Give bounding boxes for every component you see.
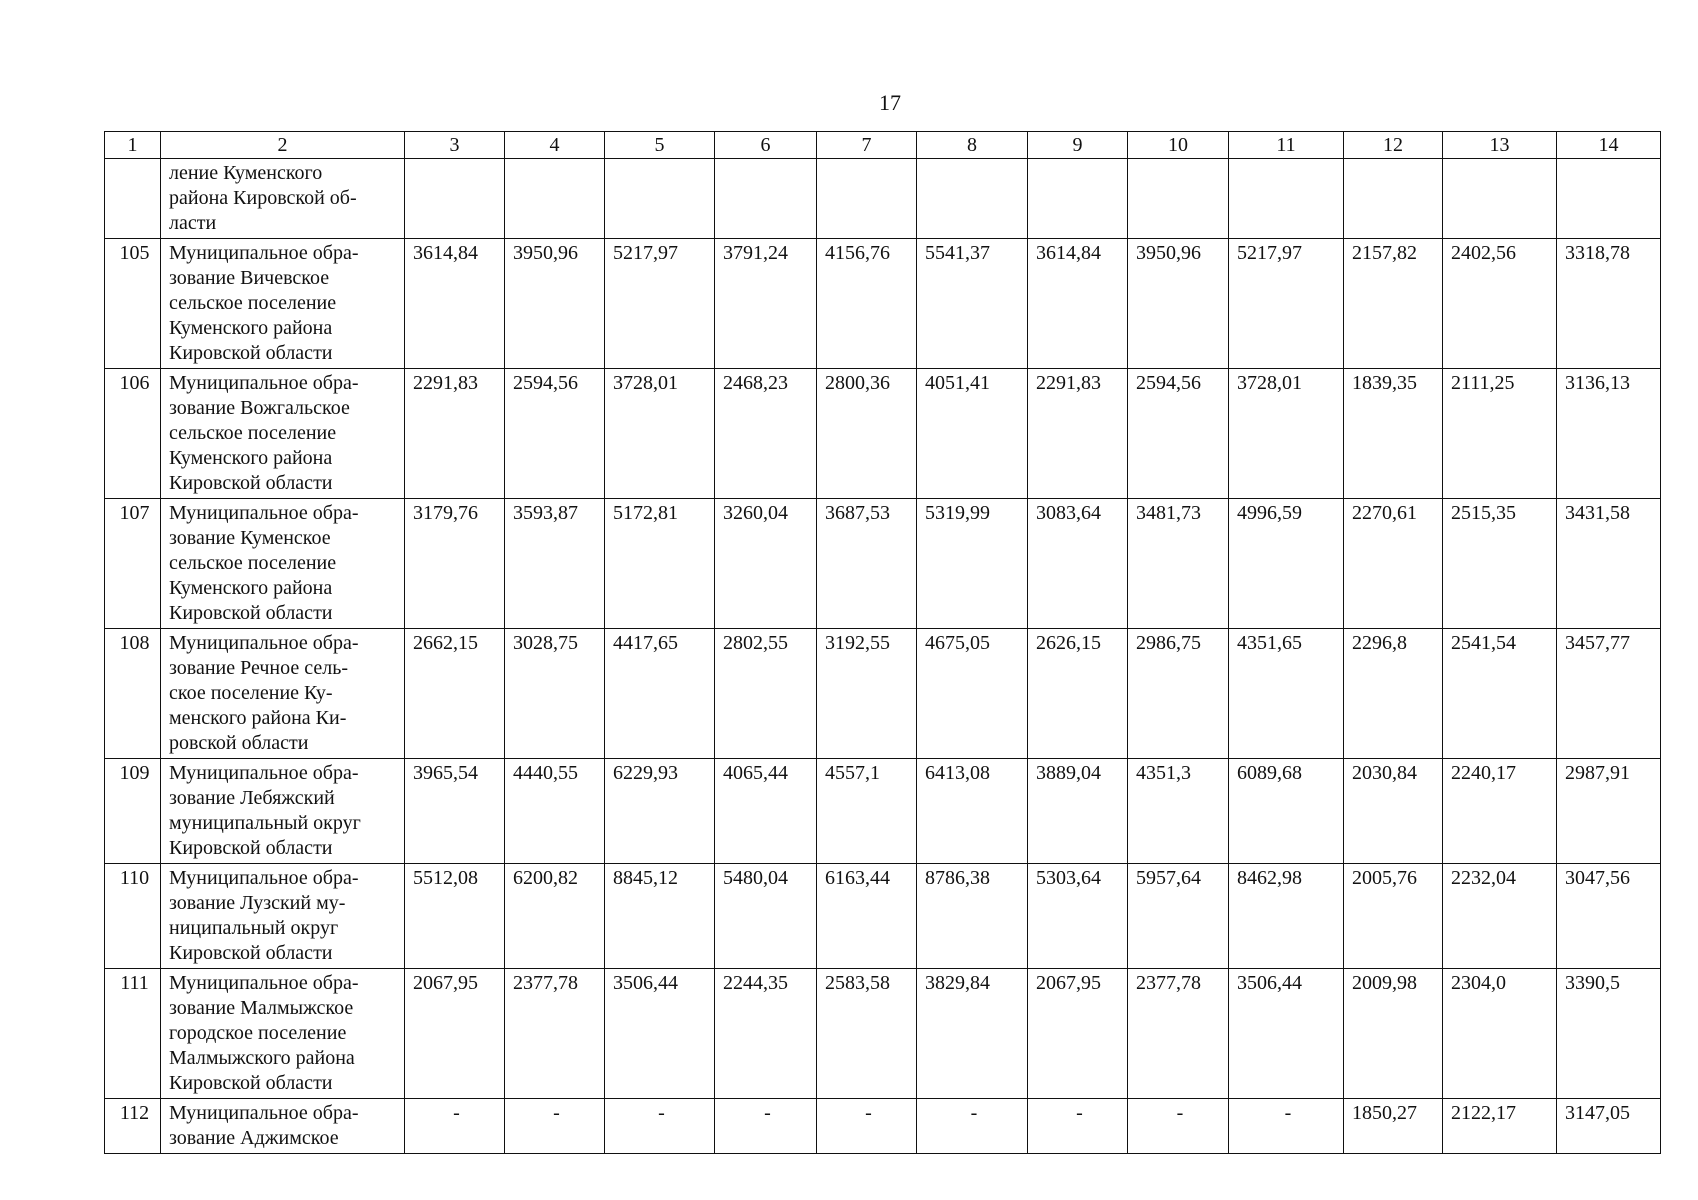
table-cell: 2304,0 — [1443, 969, 1557, 1099]
table-cell: 5319,99 — [917, 499, 1028, 629]
table-cell — [917, 159, 1028, 239]
table-row — [105, 499, 1661, 629]
table-cell: 3506,44 — [1229, 969, 1344, 1099]
name-line: зование Вичевское — [169, 267, 330, 289]
name-line: Куменского района — [169, 317, 333, 339]
table-cell: 3728,01 — [605, 369, 715, 499]
table-cell: 6229,93 — [605, 759, 715, 864]
table-cell: 3431,58 — [1557, 499, 1661, 629]
name-line: муниципальный округ — [169, 812, 361, 834]
page-number: 17 — [879, 90, 901, 115]
name-line: района Кировской об- — [169, 187, 357, 209]
table-cell — [1128, 159, 1229, 239]
table-cell: 4417,65 — [605, 629, 715, 759]
table-cell: 3390,5 — [1557, 969, 1661, 1099]
table-header — [105, 132, 1661, 159]
row-name — [161, 369, 405, 499]
name-line: Куменского района — [169, 447, 333, 469]
table-row — [105, 864, 1661, 969]
column-header: 4 — [505, 132, 605, 159]
table-row — [105, 629, 1661, 759]
name-line: Малмыжского района — [169, 1047, 355, 1069]
table-cell: 4440,55 — [505, 759, 605, 864]
table-cell: 6089,68 — [1229, 759, 1344, 864]
row-name — [161, 969, 405, 1099]
name-line: зование Куменское — [169, 527, 331, 549]
column-header: 1 — [105, 132, 161, 159]
table-cell: 2986,75 — [1128, 629, 1229, 759]
name-line: зование Вожгальское — [169, 397, 350, 419]
row-number: 111 — [105, 969, 161, 1099]
table-cell: 5480,04 — [715, 864, 817, 969]
name-line: Кировской области — [169, 942, 333, 964]
column-header: 5 — [605, 132, 715, 159]
table-cell: 8845,12 — [605, 864, 715, 969]
row-number — [105, 159, 161, 239]
table-cell: 3260,04 — [715, 499, 817, 629]
table-cell — [505, 159, 605, 239]
table-cell: 2157,82 — [1344, 239, 1443, 369]
table-cell: 2800,36 — [817, 369, 917, 499]
name-line: ниципальный округ — [169, 917, 339, 939]
name-line: Кировской области — [169, 472, 333, 494]
data-table — [104, 131, 1661, 1154]
table-cell: 3614,84 — [1028, 239, 1128, 369]
table-cell: 8462,98 — [1229, 864, 1344, 969]
table-cell: 2468,23 — [715, 369, 817, 499]
header-row — [105, 132, 1661, 159]
table-row-continuation — [105, 159, 1661, 239]
table-cell: 2402,56 — [1443, 239, 1557, 369]
table-cell: 4351,3 — [1128, 759, 1229, 864]
table-cell: 2009,98 — [1344, 969, 1443, 1099]
table-cell: 3614,84 — [405, 239, 505, 369]
table-cell: 2030,84 — [1344, 759, 1443, 864]
row-name — [161, 629, 405, 759]
table-cell: 2067,95 — [405, 969, 505, 1099]
table-cell: 2122,17 — [1443, 1099, 1557, 1154]
name-line: ление Куменского — [169, 162, 323, 184]
table-cell: 2541,54 — [1443, 629, 1557, 759]
name-line: зование Малмыжское — [169, 997, 354, 1019]
table-cell: 3481,73 — [1128, 499, 1229, 629]
table-cell: 2377,78 — [1128, 969, 1229, 1099]
name-line: Муниципальное обра- — [169, 867, 359, 889]
name-line: ское поселение Ку- — [169, 682, 333, 704]
column-header: 14 — [1557, 132, 1661, 159]
column-header: 12 — [1344, 132, 1443, 159]
table-row — [105, 239, 1661, 369]
table-cell: 3889,04 — [1028, 759, 1128, 864]
name-line: Муниципальное обра- — [169, 242, 359, 264]
name-line: Муниципальное обра- — [169, 632, 359, 654]
table-cell: - — [1028, 1099, 1128, 1154]
row-name — [161, 759, 405, 864]
table-cell: 3506,44 — [605, 969, 715, 1099]
table-cell: 3965,54 — [405, 759, 505, 864]
table-cell: 3179,76 — [405, 499, 505, 629]
table-cell: - — [1229, 1099, 1344, 1154]
name-line: менского района Ки- — [169, 707, 347, 729]
table-cell: 2377,78 — [505, 969, 605, 1099]
table-cell: 3593,87 — [505, 499, 605, 629]
name-line: городское поселение — [169, 1022, 347, 1044]
table-row — [105, 1099, 1661, 1154]
table-cell: 2270,61 — [1344, 499, 1443, 629]
table-cell: 4675,05 — [917, 629, 1028, 759]
table-cell: 4156,76 — [817, 239, 917, 369]
table-cell: - — [917, 1099, 1028, 1154]
row-number: 105 — [105, 239, 161, 369]
column-header: 3 — [405, 132, 505, 159]
name-line: Кировской области — [169, 342, 333, 364]
table-cell: 2626,15 — [1028, 629, 1128, 759]
name-line: Куменского района — [169, 577, 333, 599]
table-cell: 5172,81 — [605, 499, 715, 629]
table-cell — [817, 159, 917, 239]
name-line: зование Лузский му- — [169, 892, 346, 914]
table-cell: - — [405, 1099, 505, 1154]
table-cell: 6413,08 — [917, 759, 1028, 864]
table-cell: 3791,24 — [715, 239, 817, 369]
row-number: 106 — [105, 369, 161, 499]
table-cell: 5303,64 — [1028, 864, 1128, 969]
table-cell — [605, 159, 715, 239]
name-line: ласти — [169, 212, 217, 234]
table-cell: 5541,37 — [917, 239, 1028, 369]
table-cell: 3950,96 — [1128, 239, 1229, 369]
table-cell: 3687,53 — [817, 499, 917, 629]
table-cell: 2067,95 — [1028, 969, 1128, 1099]
row-number: 110 — [105, 864, 161, 969]
table-cell: 3136,13 — [1557, 369, 1661, 499]
table-cell: 5217,97 — [605, 239, 715, 369]
row-name — [161, 239, 405, 369]
column-header: 6 — [715, 132, 817, 159]
row-number: 108 — [105, 629, 161, 759]
row-name — [161, 499, 405, 629]
table-cell — [1028, 159, 1128, 239]
table-cell — [1344, 159, 1443, 239]
table-cell: 3318,78 — [1557, 239, 1661, 369]
table-cell: 2515,35 — [1443, 499, 1557, 629]
table-cell: 6163,44 — [817, 864, 917, 969]
table-row — [105, 969, 1661, 1099]
name-line: Муниципальное обра- — [169, 372, 359, 394]
table-cell: 5512,08 — [405, 864, 505, 969]
table-cell: 3047,56 — [1557, 864, 1661, 969]
table-row — [105, 759, 1661, 864]
table-cell: 3083,64 — [1028, 499, 1128, 629]
table-cell — [1557, 159, 1661, 239]
table-cell: 2296,8 — [1344, 629, 1443, 759]
table-cell: 2583,58 — [817, 969, 917, 1099]
table-body — [105, 159, 1661, 1154]
row-name — [161, 864, 405, 969]
table-cell: 2111,25 — [1443, 369, 1557, 499]
table-cell: 2594,56 — [1128, 369, 1229, 499]
table-cell: 2291,83 — [405, 369, 505, 499]
table-cell: 4351,65 — [1229, 629, 1344, 759]
name-line: ровской области — [169, 732, 309, 754]
row-name — [161, 159, 405, 239]
row-number: 109 — [105, 759, 161, 864]
table-cell: 2987,91 — [1557, 759, 1661, 864]
name-line: Муниципальное обра- — [169, 1102, 359, 1124]
row-number: 107 — [105, 499, 161, 629]
table-cell: 4051,41 — [917, 369, 1028, 499]
name-line: Кировской области — [169, 837, 333, 859]
column-header: 13 — [1443, 132, 1557, 159]
table-cell: 3147,05 — [1557, 1099, 1661, 1154]
table-cell: 4065,44 — [715, 759, 817, 864]
table-cell: 3028,75 — [505, 629, 605, 759]
table-cell: 2240,17 — [1443, 759, 1557, 864]
name-line: зование Речное сель- — [169, 657, 349, 679]
row-name — [161, 1099, 405, 1154]
table-cell: 1839,35 — [1344, 369, 1443, 499]
table-cell — [1443, 159, 1557, 239]
table-cell: 2594,56 — [505, 369, 605, 499]
table-cell: 3457,77 — [1557, 629, 1661, 759]
table-cell: - — [505, 1099, 605, 1154]
table-cell: 3192,55 — [817, 629, 917, 759]
name-line: Муниципальное обра- — [169, 972, 359, 994]
name-line: Муниципальное обра- — [169, 502, 359, 524]
name-line: Кировской области — [169, 602, 333, 624]
column-header: 8 — [917, 132, 1028, 159]
name-line: зование Лебяжский — [169, 787, 335, 809]
table-cell: 5957,64 — [1128, 864, 1229, 969]
table-cell: 6200,82 — [505, 864, 605, 969]
table-cell: - — [715, 1099, 817, 1154]
name-line: сельское поселение — [169, 422, 337, 444]
row-number: 112 — [105, 1099, 161, 1154]
table-cell: - — [1128, 1099, 1229, 1154]
column-header: 7 — [817, 132, 917, 159]
table-cell: 3950,96 — [505, 239, 605, 369]
name-line: сельское поселение — [169, 292, 337, 314]
column-header: 11 — [1229, 132, 1344, 159]
table-cell: - — [817, 1099, 917, 1154]
column-header: 9 — [1028, 132, 1128, 159]
column-header: 2 — [161, 132, 405, 159]
table-cell: 2291,83 — [1028, 369, 1128, 499]
table-cell — [405, 159, 505, 239]
table-cell — [715, 159, 817, 239]
table-cell: 1850,27 — [1344, 1099, 1443, 1154]
table-cell: 5217,97 — [1229, 239, 1344, 369]
table-cell: 3728,01 — [1229, 369, 1344, 499]
column-header: 10 — [1128, 132, 1229, 159]
table-cell: 2232,04 — [1443, 864, 1557, 969]
table-cell: 8786,38 — [917, 864, 1028, 969]
table-cell: 4557,1 — [817, 759, 917, 864]
table-cell: - — [605, 1099, 715, 1154]
name-line: Кировской области — [169, 1072, 333, 1094]
table-cell: 2005,76 — [1344, 864, 1443, 969]
table-cell — [1229, 159, 1344, 239]
table-cell: 3829,84 — [917, 969, 1028, 1099]
name-line: Муниципальное обра- — [169, 762, 359, 784]
name-line: зование Аджимское — [169, 1127, 339, 1149]
table-cell: 2802,55 — [715, 629, 817, 759]
table-row — [105, 369, 1661, 499]
name-line: сельское поселение — [169, 552, 337, 574]
table-cell: 2662,15 — [405, 629, 505, 759]
table-cell: 4996,59 — [1229, 499, 1344, 629]
table-cell: 2244,35 — [715, 969, 817, 1099]
